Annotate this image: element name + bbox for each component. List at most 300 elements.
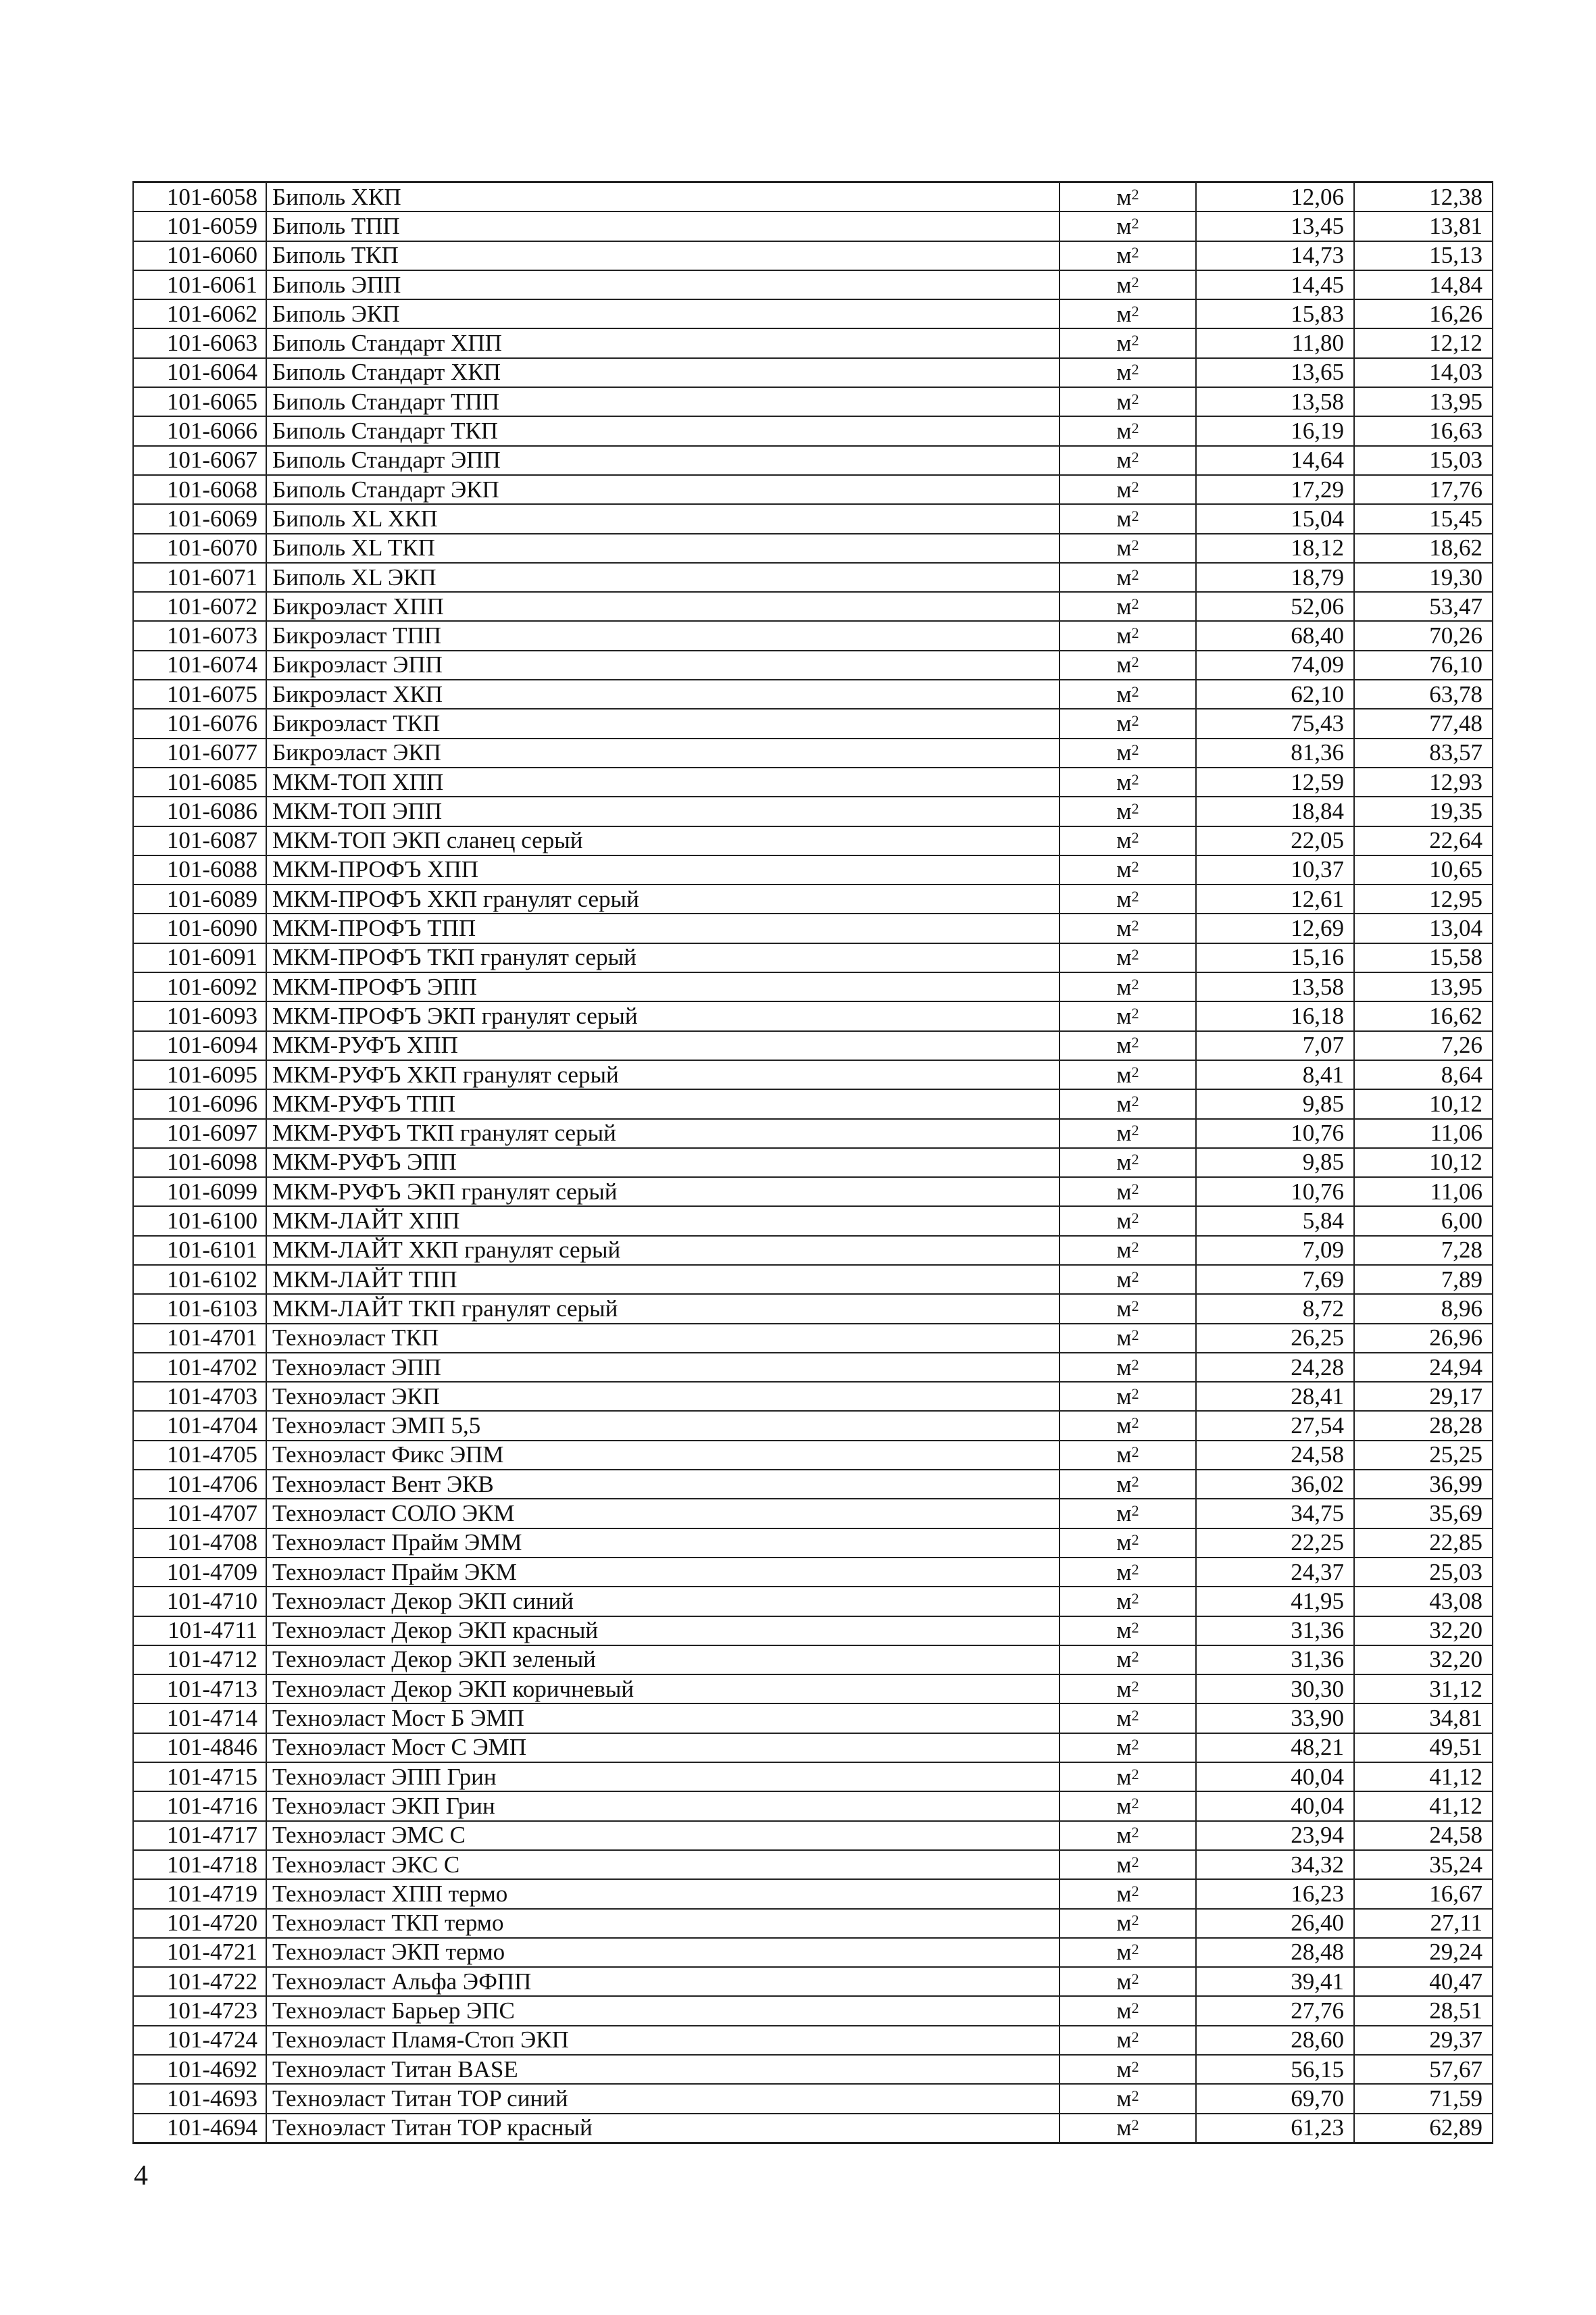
item-name: МКМ-ПРОФЪ ХКП гранулят серый — [266, 885, 1059, 914]
item-code: 101-4694 — [133, 2114, 266, 2143]
unit-exponent: 2 — [1131, 1326, 1139, 1344]
price-value-2: 7,89 — [1354, 1265, 1493, 1294]
price-value-2: 15,45 — [1354, 504, 1493, 533]
unit-base: м — [1116, 1237, 1132, 1264]
price-value-2: 26,96 — [1354, 1324, 1493, 1353]
price-value-1: 23,94 — [1196, 1821, 1354, 1850]
unit-base: м — [1116, 2114, 1132, 2141]
unit-base: м — [1116, 973, 1132, 1000]
table-row — [133, 1089, 1493, 1118]
price-value-2: 27,11 — [1354, 1909, 1493, 1938]
item-name: Техноэласт ТКП термо — [266, 1909, 1059, 1938]
item-name: Техноэласт ЭКП — [266, 1382, 1059, 1411]
price-value-2: 41,12 — [1354, 1791, 1493, 1820]
item-unit — [1059, 1353, 1196, 1382]
item-name: МКМ-ЛАЙТ ТКП гранулят серый — [266, 1294, 1059, 1323]
price-value-1: 12,69 — [1196, 914, 1354, 943]
unit-exponent: 2 — [1131, 1472, 1139, 1490]
price-value-2: 35,24 — [1354, 1850, 1493, 1879]
item-unit — [1059, 182, 1196, 212]
item-code: 101-6086 — [133, 797, 266, 826]
price-value-1: 15,16 — [1196, 943, 1354, 972]
price-value-2: 19,30 — [1354, 563, 1493, 592]
price-value-1: 75,43 — [1196, 709, 1354, 738]
price-value-1: 13,58 — [1196, 972, 1354, 1001]
price-value-1: 13,65 — [1196, 358, 1354, 387]
unit-base: м — [1116, 1792, 1132, 1819]
price-value-2: 29,37 — [1354, 2026, 1493, 2055]
unit-base: м — [1116, 915, 1132, 942]
price-value-2: 7,26 — [1354, 1031, 1493, 1060]
price-value-1: 30,30 — [1196, 1674, 1354, 1703]
item-code: 101-4716 — [133, 1791, 266, 1820]
item-code: 101-4692 — [133, 2055, 266, 2084]
unit-exponent: 2 — [1131, 887, 1139, 905]
item-unit — [1059, 1967, 1196, 1996]
item-unit — [1059, 1674, 1196, 1703]
price-value-1: 26,40 — [1196, 1909, 1354, 1938]
unit-base: м — [1116, 1529, 1132, 1556]
unit-exponent: 2 — [1131, 1531, 1139, 1549]
table-row — [133, 1791, 1493, 1820]
unit-exponent: 2 — [1131, 1970, 1139, 1987]
table-row — [133, 299, 1493, 328]
item-unit — [1059, 855, 1196, 885]
unit-exponent: 2 — [1131, 1414, 1139, 1432]
item-name: Техноэласт Вент ЭКВ — [266, 1470, 1059, 1499]
price-value-1: 10,76 — [1196, 1177, 1354, 1206]
unit-exponent: 2 — [1131, 1004, 1139, 1022]
price-value-1: 39,41 — [1196, 1967, 1354, 1996]
table-row — [133, 1996, 1493, 2025]
item-name: МКМ-РУФЪ ХПП — [266, 1031, 1059, 1060]
table-row — [133, 1031, 1493, 1060]
price-value-1: 22,25 — [1196, 1528, 1354, 1558]
table-row — [133, 1236, 1493, 1265]
item-unit — [1059, 943, 1196, 972]
table-row — [133, 1265, 1493, 1294]
price-value-1: 16,18 — [1196, 1001, 1354, 1030]
unit-exponent: 2 — [1131, 1092, 1139, 1110]
unit-base: м — [1116, 944, 1132, 971]
price-value-2: 32,20 — [1354, 1645, 1493, 1674]
price-value-1: 10,76 — [1196, 1119, 1354, 1148]
price-value-2: 70,26 — [1354, 621, 1493, 650]
item-code: 101-4720 — [133, 1909, 266, 1938]
item-unit — [1059, 563, 1196, 592]
item-code: 101-6095 — [133, 1060, 266, 1089]
table-row — [133, 739, 1493, 768]
unit-base: м — [1116, 359, 1132, 386]
table-row — [133, 2084, 1493, 2113]
price-value-2: 10,12 — [1354, 1148, 1493, 1177]
price-value-2: 31,12 — [1354, 1674, 1493, 1703]
item-name: Биполь ХКП — [266, 182, 1059, 212]
item-code: 101-6088 — [133, 855, 266, 885]
item-code: 101-6075 — [133, 680, 266, 709]
unit-base: м — [1116, 1763, 1132, 1790]
price-value-2: 62,89 — [1354, 2114, 1493, 2143]
unit-exponent: 2 — [1131, 595, 1139, 612]
price-value-1: 14,73 — [1196, 241, 1354, 270]
price-value-1: 13,45 — [1196, 211, 1354, 241]
unit-exponent: 2 — [1131, 1210, 1139, 1227]
price-value-2: 7,28 — [1354, 1236, 1493, 1265]
unit-exponent: 2 — [1131, 1355, 1139, 1373]
unit-base: м — [1116, 1090, 1132, 1117]
item-name: Техноэласт Пламя-Стоп ЭКП — [266, 2026, 1059, 2055]
unit-base: м — [1116, 739, 1132, 766]
unit-base: м — [1116, 1500, 1132, 1526]
item-code: 101-4717 — [133, 1821, 266, 1850]
unit-base: м — [1116, 856, 1132, 883]
unit-exponent: 2 — [1131, 244, 1139, 262]
price-value-1: 17,29 — [1196, 475, 1354, 504]
price-value-1: 68,40 — [1196, 621, 1354, 650]
unit-exponent: 2 — [1131, 1297, 1139, 1314]
unit-exponent: 2 — [1131, 1794, 1139, 1812]
item-unit — [1059, 709, 1196, 738]
price-value-1: 11,80 — [1196, 328, 1354, 357]
price-value-1: 12,61 — [1196, 885, 1354, 914]
unit-exponent: 2 — [1131, 1853, 1139, 1870]
unit-base: м — [1116, 827, 1132, 854]
item-unit — [1059, 299, 1196, 328]
price-value-1: 34,75 — [1196, 1499, 1354, 1528]
table-row — [133, 1879, 1493, 1908]
item-unit — [1059, 1645, 1196, 1674]
unit-exponent: 2 — [1131, 917, 1139, 935]
item-code: 101-6063 — [133, 328, 266, 357]
unit-base: м — [1116, 1383, 1132, 1410]
item-unit — [1059, 1470, 1196, 1499]
item-unit — [1059, 2026, 1196, 2055]
table-row — [133, 943, 1493, 972]
price-value-1: 62,10 — [1196, 680, 1354, 709]
price-value-2: 19,35 — [1354, 797, 1493, 826]
item-code: 101-6060 — [133, 241, 266, 270]
item-unit — [1059, 1791, 1196, 1820]
price-value-1: 18,79 — [1196, 563, 1354, 592]
price-value-1: 7,69 — [1196, 1265, 1354, 1294]
item-code: 101-6073 — [133, 621, 266, 650]
unit-base: м — [1116, 1558, 1132, 1585]
price-value-2: 36,99 — [1354, 1470, 1493, 1499]
item-name: Техноэласт Декор ЭКП синий — [266, 1587, 1059, 1616]
item-unit — [1059, 241, 1196, 270]
price-value-2: 25,03 — [1354, 1558, 1493, 1587]
item-unit — [1059, 1119, 1196, 1148]
item-code: 101-4708 — [133, 1528, 266, 1558]
item-code: 101-6093 — [133, 1001, 266, 1030]
item-unit — [1059, 1821, 1196, 1850]
unit-exponent: 2 — [1131, 741, 1139, 759]
item-name: Биполь ТПП — [266, 211, 1059, 241]
item-unit — [1059, 1001, 1196, 1030]
item-name: МКМ-ТОП ЭКП сланец серый — [266, 826, 1059, 855]
price-value-1: 18,84 — [1196, 797, 1354, 826]
unit-exponent: 2 — [1131, 1034, 1139, 1051]
unit-exponent: 2 — [1131, 185, 1139, 203]
price-value-1: 24,28 — [1196, 1353, 1354, 1382]
unit-base: м — [1116, 1149, 1132, 1176]
item-code: 101-4721 — [133, 1938, 266, 1967]
item-code: 101-4693 — [133, 2084, 266, 2113]
unit-exponent: 2 — [1131, 1443, 1139, 1461]
price-value-1: 34,32 — [1196, 1850, 1354, 1879]
price-value-2: 35,69 — [1354, 1499, 1493, 1528]
item-unit — [1059, 621, 1196, 650]
table-row — [133, 1762, 1493, 1791]
price-value-2: 8,64 — [1354, 1060, 1493, 1089]
price-value-2: 17,76 — [1354, 475, 1493, 504]
item-name: Биполь ЭПП — [266, 270, 1059, 299]
table-row — [133, 1324, 1493, 1353]
unit-exponent: 2 — [1131, 799, 1139, 817]
item-code: 101-6066 — [133, 416, 266, 445]
unit-base: м — [1116, 2026, 1132, 2053]
price-value-2: 12,12 — [1354, 328, 1493, 357]
unit-exponent: 2 — [1131, 1385, 1139, 1402]
item-name: МКМ-ПРОФЪ ТПП — [266, 914, 1059, 943]
price-value-2: 12,38 — [1354, 182, 1493, 212]
unit-base: м — [1116, 651, 1132, 678]
unit-exponent: 2 — [1131, 361, 1139, 378]
item-unit — [1059, 1236, 1196, 1265]
table-row — [133, 1587, 1493, 1616]
item-unit — [1059, 1528, 1196, 1558]
item-unit — [1059, 1996, 1196, 2025]
price-list-sheet — [132, 181, 1492, 2144]
item-code: 101-4707 — [133, 1499, 266, 1528]
table-row — [133, 1821, 1493, 1850]
price-value-2: 41,12 — [1354, 1762, 1493, 1791]
table-row — [133, 504, 1493, 533]
unit-base: м — [1116, 797, 1132, 824]
unit-base: м — [1116, 447, 1132, 474]
item-name: МКМ-ТОП ХПП — [266, 768, 1059, 797]
table-row — [133, 1001, 1493, 1030]
price-value-1: 15,83 — [1196, 299, 1354, 328]
item-unit — [1059, 534, 1196, 563]
item-code: 101-6102 — [133, 1265, 266, 1294]
item-code: 101-6062 — [133, 299, 266, 328]
unit-exponent: 2 — [1131, 537, 1139, 554]
unit-exponent: 2 — [1131, 1122, 1139, 1139]
price-value-1: 14,45 — [1196, 270, 1354, 299]
item-name: МКМ-ПРОФЪ ЭПП — [266, 972, 1059, 1001]
unit-exponent: 2 — [1131, 1707, 1139, 1724]
unit-exponent: 2 — [1131, 1239, 1139, 1256]
item-unit — [1059, 2055, 1196, 2084]
price-value-1: 24,37 — [1196, 1558, 1354, 1587]
price-value-2: 8,96 — [1354, 1294, 1493, 1323]
table-row — [133, 768, 1493, 797]
unit-exponent: 2 — [1131, 2028, 1139, 2046]
price-value-1: 7,07 — [1196, 1031, 1354, 1060]
item-name: Техноэласт ТКП — [266, 1324, 1059, 1353]
price-value-2: 14,03 — [1354, 358, 1493, 387]
unit-base: м — [1116, 1120, 1132, 1147]
price-value-1: 26,25 — [1196, 1324, 1354, 1353]
item-code: 101-4701 — [133, 1324, 266, 1353]
item-code: 101-6070 — [133, 534, 266, 563]
unit-base: м — [1116, 1208, 1132, 1235]
unit-exponent: 2 — [1131, 1648, 1139, 1666]
table-row — [133, 1645, 1493, 1674]
item-code: 101-6076 — [133, 709, 266, 738]
unit-base: м — [1116, 1324, 1132, 1351]
item-unit — [1059, 1909, 1196, 1938]
item-unit — [1059, 475, 1196, 504]
unit-base: м — [1116, 1295, 1132, 1322]
item-name: Техноэласт Титан BASE — [266, 2055, 1059, 2084]
item-name: МКМ-РУФЪ ЭКП гранулят серый — [266, 1177, 1059, 1206]
item-name: Техноэласт Прайм ЭКМ — [266, 1558, 1059, 1587]
price-value-1: 24,58 — [1196, 1441, 1354, 1470]
price-value-2: 10,65 — [1354, 855, 1493, 885]
price-value-1: 28,60 — [1196, 2026, 1354, 2055]
price-value-1: 13,58 — [1196, 387, 1354, 416]
price-table — [132, 181, 1493, 2144]
item-code: 101-6068 — [133, 475, 266, 504]
table-row — [133, 1909, 1493, 1938]
table-row — [133, 1616, 1493, 1645]
price-value-1: 5,84 — [1196, 1206, 1354, 1235]
item-code: 101-6074 — [133, 651, 266, 680]
item-unit — [1059, 914, 1196, 943]
item-name: Техноэласт ЭПП — [266, 1353, 1059, 1382]
item-code: 101-6071 — [133, 563, 266, 592]
item-unit — [1059, 1294, 1196, 1323]
unit-base: м — [1116, 1880, 1132, 1907]
price-value-2: 34,81 — [1354, 1703, 1493, 1733]
unit-exponent: 2 — [1131, 1268, 1139, 1285]
item-code: 101-4718 — [133, 1850, 266, 1879]
item-name: МКМ-РУФЪ ЭПП — [266, 1148, 1059, 1177]
item-code: 101-6094 — [133, 1031, 266, 1060]
item-name: Техноэласт Альфа ЭФПП — [266, 1967, 1059, 1996]
item-unit — [1059, 211, 1196, 241]
unit-exponent: 2 — [1131, 1502, 1139, 1519]
table-row — [133, 1850, 1493, 1879]
item-name: Биполь Стандарт ТПП — [266, 387, 1059, 416]
price-value-2: 15,58 — [1354, 943, 1493, 972]
unit-exponent: 2 — [1131, 1619, 1139, 1637]
item-name: Бикроэласт ХПП — [266, 592, 1059, 621]
price-value-2: 24,94 — [1354, 1353, 1493, 1382]
item-code: 101-6099 — [133, 1177, 266, 1206]
item-unit — [1059, 270, 1196, 299]
item-name: Бикроэласт ЭПП — [266, 651, 1059, 680]
unit-base: м — [1116, 1851, 1132, 1878]
item-name: Техноэласт ХПП термо — [266, 1879, 1059, 1908]
unit-base: м — [1116, 212, 1132, 239]
price-value-2: 22,85 — [1354, 1528, 1493, 1558]
item-code: 101-4719 — [133, 1879, 266, 1908]
item-name: Техноэласт ЭМП 5,5 — [266, 1411, 1059, 1440]
unit-exponent: 2 — [1131, 770, 1139, 788]
unit-base: м — [1116, 768, 1132, 795]
unit-base: м — [1116, 1032, 1132, 1059]
price-value-1: 15,04 — [1196, 504, 1354, 533]
item-name: МКМ-ЛАЙТ ХПП — [266, 1206, 1059, 1235]
item-unit — [1059, 1938, 1196, 1967]
unit-exponent: 2 — [1131, 478, 1139, 495]
price-value-1: 31,36 — [1196, 1616, 1354, 1645]
unit-base: м — [1116, 505, 1132, 532]
item-name: Бикроэласт ТПП — [266, 621, 1059, 650]
price-value-1: 12,59 — [1196, 768, 1354, 797]
price-value-2: 16,63 — [1354, 416, 1493, 445]
item-unit — [1059, 1499, 1196, 1528]
unit-exponent: 2 — [1131, 653, 1139, 671]
table-row — [133, 826, 1493, 855]
table-row — [133, 2114, 1493, 2143]
item-name: Техноэласт Декор ЭКП коричневый — [266, 1674, 1059, 1703]
table-row — [133, 328, 1493, 357]
price-value-2: 16,26 — [1354, 299, 1493, 328]
item-name: Бикроэласт ТКП — [266, 709, 1059, 738]
unit-exponent: 2 — [1131, 390, 1139, 407]
unit-base: м — [1116, 1734, 1132, 1761]
unit-exponent: 2 — [1131, 1560, 1139, 1578]
unit-base: м — [1116, 1061, 1132, 1088]
item-code: 101-4704 — [133, 1411, 266, 1440]
item-code: 101-4723 — [133, 1996, 266, 2025]
table-row — [133, 446, 1493, 475]
item-unit — [1059, 1206, 1196, 1235]
item-unit — [1059, 972, 1196, 1001]
unit-exponent: 2 — [1131, 1765, 1139, 1783]
unit-base: м — [1116, 710, 1132, 737]
price-value-2: 10,12 — [1354, 1089, 1493, 1118]
price-value-2: 63,78 — [1354, 680, 1493, 709]
unit-base: м — [1116, 1646, 1132, 1673]
price-value-1: 61,23 — [1196, 2114, 1354, 2143]
item-unit — [1059, 680, 1196, 709]
unit-exponent: 2 — [1131, 1941, 1139, 1958]
item-name: МКМ-РУФЪ ТПП — [266, 1089, 1059, 1118]
price-value-1: 27,76 — [1196, 1996, 1354, 2025]
price-value-1: 16,19 — [1196, 416, 1354, 445]
item-code: 101-6058 — [133, 182, 266, 212]
price-value-1: 8,72 — [1196, 1294, 1354, 1323]
table-row — [133, 182, 1493, 212]
unit-base: м — [1116, 1470, 1132, 1497]
unit-exponent: 2 — [1131, 2116, 1139, 2134]
item-unit — [1059, 1733, 1196, 1762]
item-unit — [1059, 387, 1196, 416]
item-code: 101-4715 — [133, 1762, 266, 1791]
item-code: 101-6091 — [133, 943, 266, 972]
table-row — [133, 1967, 1493, 1996]
unit-base: м — [1116, 1939, 1132, 1966]
price-value-2: 14,84 — [1354, 270, 1493, 299]
price-value-1: 16,23 — [1196, 1879, 1354, 1908]
item-code: 101-4711 — [133, 1616, 266, 1645]
item-name: Биполь Стандарт ЭКП — [266, 475, 1059, 504]
item-code: 101-4712 — [133, 1645, 266, 1674]
unit-base: м — [1116, 2085, 1132, 2112]
unit-exponent: 2 — [1131, 2087, 1139, 2104]
price-value-2: 6,00 — [1354, 1206, 1493, 1235]
item-unit — [1059, 1441, 1196, 1470]
price-value-1: 40,04 — [1196, 1762, 1354, 1791]
price-value-2: 11,06 — [1354, 1177, 1493, 1206]
item-code: 101-6101 — [133, 1236, 266, 1265]
unit-exponent: 2 — [1131, 273, 1139, 291]
